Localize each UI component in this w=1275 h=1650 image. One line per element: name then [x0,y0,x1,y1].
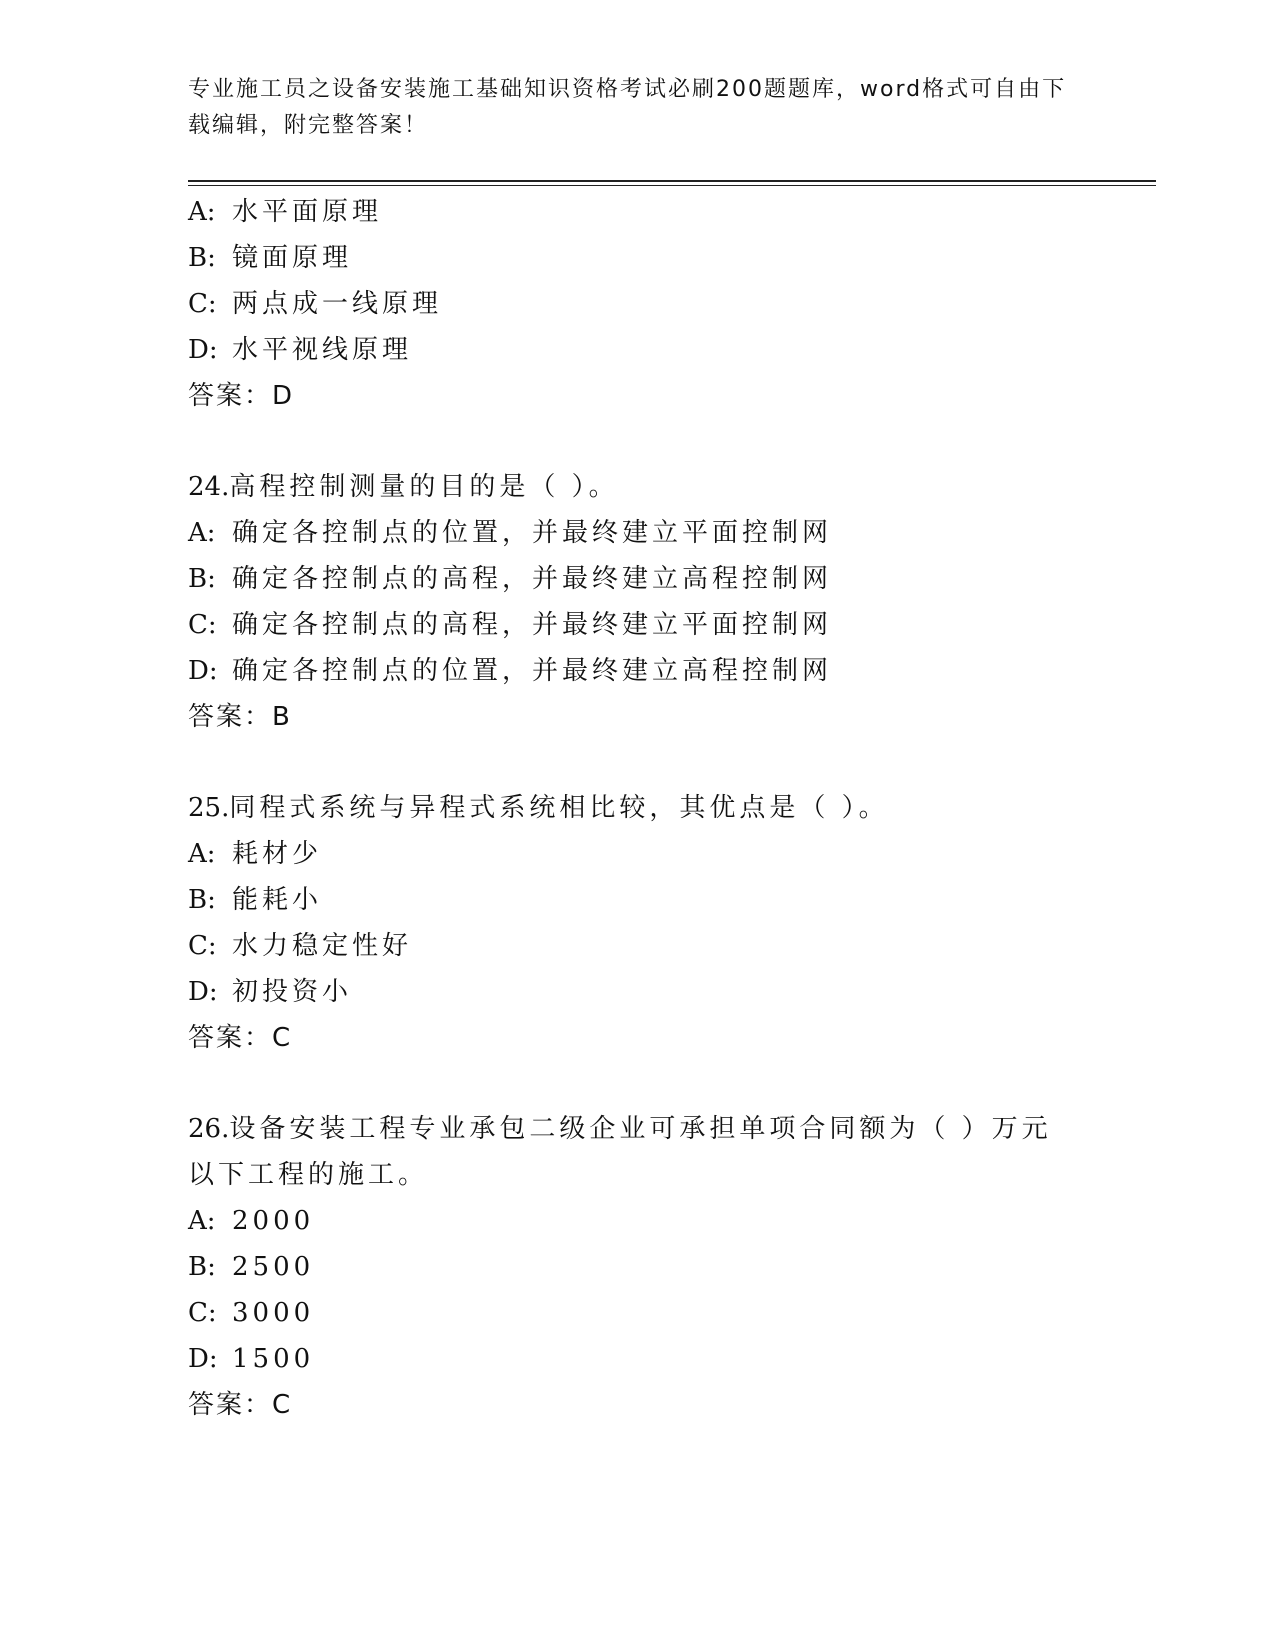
answer-value: C [272,1390,291,1420]
question-23 [188,189,1128,419]
question-number: 26. [188,1114,230,1144]
header-divider-thick [188,180,1156,182]
option-letter: B: [188,564,216,594]
question-number: 24. [188,472,230,502]
question-list [188,189,1128,1428]
option-text: 确定各控制点的高程，并最终建立平面控制网 [232,610,833,640]
question-25 [188,785,1128,1061]
option-text: 能耗小 [232,885,323,915]
answer-label: 答案： [188,1023,273,1053]
question-24 [188,464,1128,740]
option-a [188,1198,1128,1244]
option-letter: D: [188,977,218,1007]
option-letter: B: [188,243,216,273]
option-letter: A: [188,197,216,227]
option-a [188,831,1128,877]
option-b [188,556,1128,602]
option-text: 水力稳定性好 [232,931,413,961]
document-header: 专业施工员之设备安装施工基础知识资格考试必刷200题题库，word格式可自由下载编辑，附完整答案！ [188,77,1067,138]
answer-label: 答案： [188,381,273,411]
question-stem [188,1106,1068,1198]
answer-label: 答案： [188,1390,273,1420]
option-d [188,327,1128,373]
option-text: 初投资小 [232,977,353,1007]
option-letter: A: [188,1206,216,1236]
option-text: 确定各控制点的位置，并最终建立平面控制网 [232,518,833,548]
spacer [188,1061,1128,1106]
answer-value: B [272,702,290,732]
question-stem [188,464,1128,510]
option-letter: C: [188,610,217,640]
option-letter: D: [188,335,218,365]
option-d [188,648,1128,694]
option-letter: A: [188,839,216,869]
option-letter: B: [188,1252,216,1282]
option-c [188,602,1128,648]
spacer [188,419,1128,464]
option-text: 两点成一线原理 [232,289,443,319]
answer-line [188,1015,1128,1061]
option-c [188,923,1128,969]
answer-line [188,694,1128,740]
option-text: 确定各控制点的位置，并最终建立高程控制网 [232,656,833,686]
option-a [188,189,1128,235]
option-letter: A: [188,518,216,548]
option-text: 镜面原理 [232,243,353,273]
option-text: 水平视线原理 [232,335,413,365]
answer-line [188,1382,1128,1428]
option-letter: B: [188,885,216,915]
option-b [188,235,1128,281]
answer-value: D [272,381,293,411]
option-letter: C: [188,289,217,319]
option-text: 2000 [232,1206,315,1236]
option-text: 耗材少 [232,839,323,869]
question-stem [188,785,1128,831]
spacer [188,740,1128,785]
option-letter: C: [188,931,217,961]
option-letter: C: [188,1298,217,1328]
answer-label: 答案： [188,702,273,732]
question-text: 同程式系统与异程式系统相比较，其优点是（ ）。 [229,793,889,823]
option-d [188,969,1128,1015]
option-text: 水平面原理 [232,197,383,227]
question-26 [188,1106,1128,1428]
question-text: 设备安装工程专业承包二级企业可承担单项合同额为（ ）万元以下工程的施工。 [188,1114,1052,1190]
option-text: 1500 [232,1344,315,1374]
option-b [188,877,1128,923]
option-d [188,1336,1128,1382]
answer-value: C [272,1023,291,1053]
option-text: 2500 [232,1252,315,1282]
header-divider-thin [188,185,1156,186]
option-b [188,1244,1128,1290]
question-text: 高程控制测量的目的是（ ）。 [229,472,619,502]
answer-line [188,373,1128,419]
option-c [188,281,1128,327]
option-a [188,510,1128,556]
option-letter: D: [188,656,218,686]
option-letter: D: [188,1344,218,1374]
option-text: 3000 [232,1298,315,1328]
option-c [188,1290,1128,1336]
option-text: 确定各控制点的高程，并最终建立高程控制网 [232,564,833,594]
question-number: 25. [188,793,230,823]
